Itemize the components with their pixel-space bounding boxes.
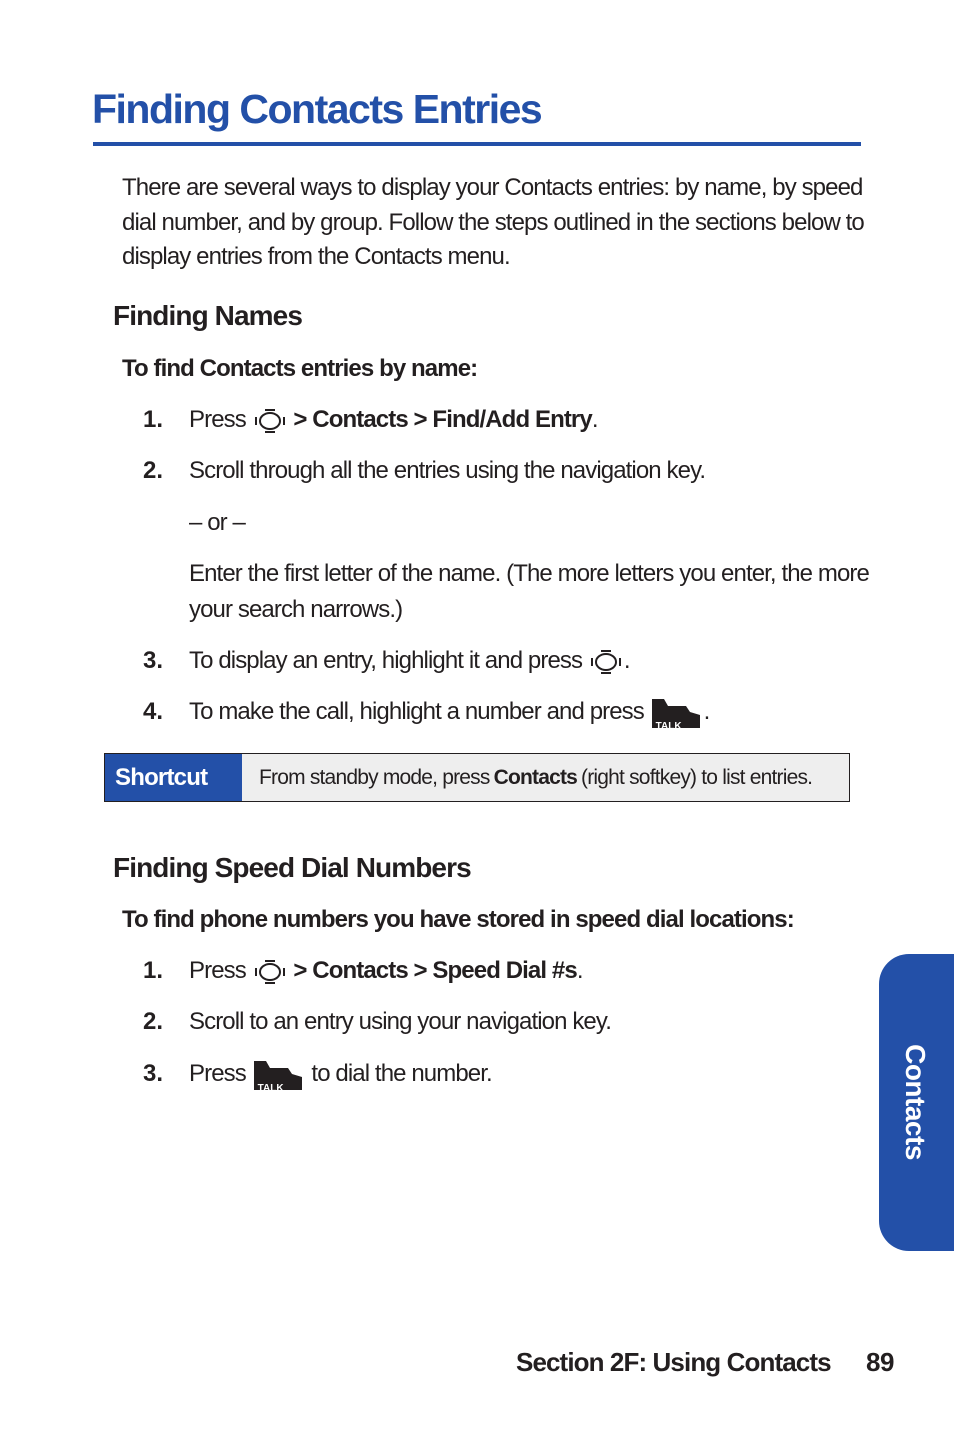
- speed-step-2: Scroll to an entry using your navigation key.: [189, 1008, 611, 1035]
- names-step-1-pre: Press: [189, 406, 246, 433]
- shortcut-bold: Contacts: [493, 765, 578, 789]
- speed-step-1: [189, 956, 869, 986]
- names-step-3: [189, 646, 869, 676]
- footer-section-title: Section 2F: Using Contacts: [516, 1347, 831, 1377]
- footer-page-number: 89: [866, 1347, 894, 1377]
- speed-step-3-pre: Press: [189, 1060, 246, 1087]
- names-step-1: [189, 405, 869, 435]
- speed-dial-heading: Finding Speed Dial Numbers: [113, 852, 471, 883]
- names-step-2-alt: Enter the first letter of the name. (The more letters you enter, the more your search narrows.): [189, 560, 869, 623]
- intro-paragraph: There are several ways to display your Contacts entries: by name, by speed dial number, and by group. Follow the steps outlined in the sections below to display entries from the Contacts menu.: [122, 174, 864, 270]
- talk-key-label: TALK: [655, 721, 682, 732]
- names-step-3-post: .: [623, 647, 630, 674]
- page-title: Finding Contacts Entries: [92, 86, 542, 132]
- talk-key-icon: [254, 1059, 304, 1094]
- finding-names-lead: To find Contacts entries by name:: [122, 355, 478, 382]
- shortcut-label: Shortcut: [105, 754, 242, 801]
- names-step-3-number: 3.: [143, 647, 164, 674]
- title-rule: [93, 142, 861, 146]
- speed-step-1-number: 1.: [143, 957, 164, 984]
- shortcut-text: [242, 754, 849, 801]
- shortcut-pre: From standby mode, press: [259, 765, 490, 789]
- menu-ok-key-icon: [253, 959, 287, 985]
- speed-step-1-post: .: [576, 957, 583, 984]
- shortcut-post: (right softkey) to list entries.: [581, 765, 813, 789]
- names-step-2-number: 2.: [143, 457, 164, 484]
- names-step-2: Scroll through all the entries using the navigation key.: [189, 457, 706, 484]
- names-step-4-post: .: [703, 698, 710, 725]
- speed-step-1-menu-path: > Contacts > Speed Dial #s: [293, 957, 577, 984]
- speed-step-3-post: to dial the number.: [311, 1060, 492, 1087]
- speed-step-3-number: 3.: [143, 1060, 164, 1087]
- talk-key-icon: [652, 697, 702, 732]
- speed-step-1-pre: Press: [189, 957, 246, 984]
- names-step-3-pre: To display an entry, highlight it and press: [189, 647, 583, 674]
- section-side-tab-label: Contacts: [900, 1044, 931, 1160]
- names-step-4: [189, 697, 869, 732]
- names-step-1-number: 1.: [143, 406, 164, 433]
- speed-step-3: [189, 1059, 869, 1094]
- speed-step-2-number: 2.: [143, 1008, 164, 1035]
- speed-dial-lead: To find phone numbers you have stored in speed dial locations:: [122, 906, 794, 933]
- names-step-1-menu-path: > Contacts > Find/Add Entry: [293, 406, 592, 433]
- names-step-or: – or –: [189, 509, 245, 536]
- menu-ok-key-icon: [589, 649, 623, 675]
- finding-names-heading: Finding Names: [113, 300, 302, 331]
- names-step-4-number: 4.: [143, 698, 164, 725]
- names-step-1-post: .: [591, 406, 598, 433]
- shortcut-box: [104, 753, 850, 802]
- talk-key-label: TALK: [257, 1083, 284, 1094]
- menu-ok-key-icon: [253, 408, 287, 434]
- names-step-4-pre: To make the call, highlight a number and press: [189, 698, 644, 725]
